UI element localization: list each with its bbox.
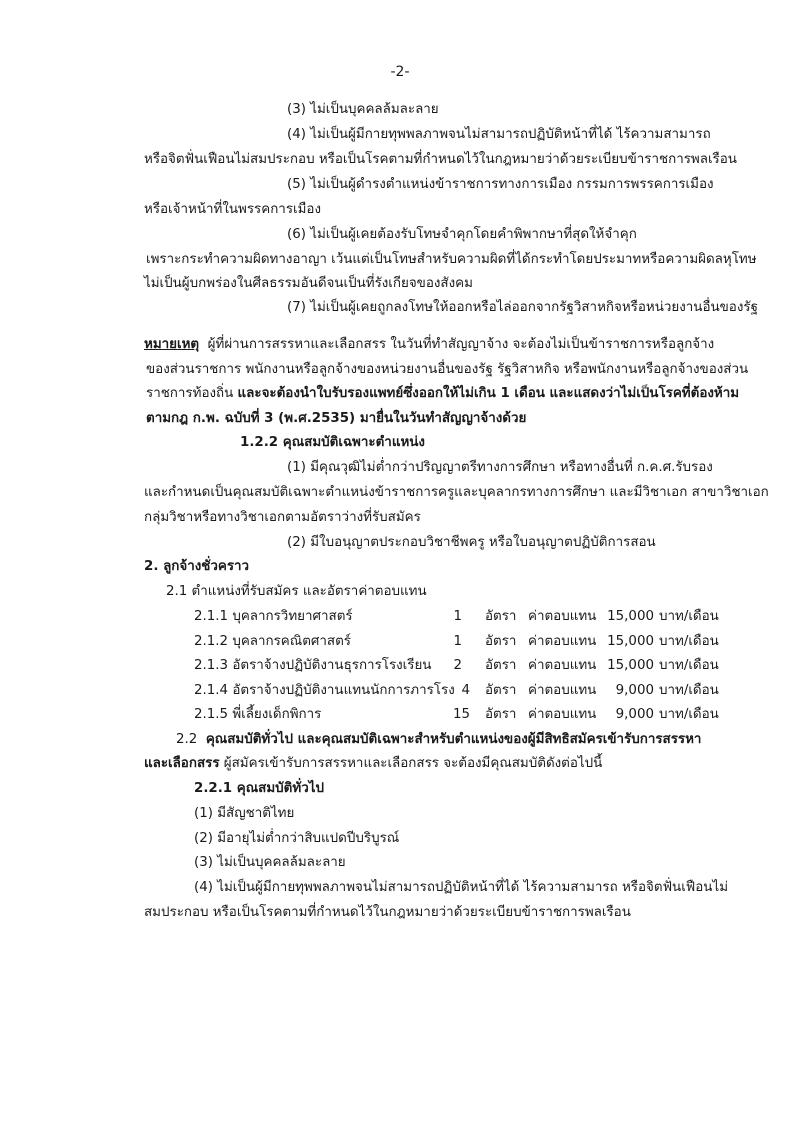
rate-amount: 15,000	[607, 633, 654, 649]
rate-position-name: 2.1.4 อัตราจ้างปฏิบัติงานแทนนักการภารโรง	[194, 682, 455, 698]
rate-compensation-label: ค่าตอบแทน	[528, 682, 597, 698]
rate-amount: 15,000	[607, 609, 654, 624]
section-2-2-line2	[144, 754, 602, 774]
general-item-1: (1) มีสัญชาติไทย	[194, 806, 295, 821]
rate-amount: 9,000	[615, 682, 654, 698]
general-item-2: (2) มีอายุไม่ต่ำกว่าสิบแปดปีบริบูรณ์	[194, 831, 400, 846]
note-text-3: ราชการท้องถิ่น	[146, 386, 238, 401]
section-2-2-title-cont: และเลือกสรร	[144, 756, 220, 771]
general-item-4-line2: สมประกอบ หรือเป็นโรคตามที่กำหนดไว้ในกฎหมายว่าด้วยระเบียบข้าราชการพลเรือน	[144, 905, 631, 920]
rate-count: 2	[453, 658, 462, 673]
rate-count: 1	[453, 633, 462, 649]
specific-item-1-line3: กลุ่มวิชาหรือทางวิชาเอกตามอัตราว่างที่รับสมัคร	[144, 510, 421, 525]
rate-unit: อัตรา	[485, 707, 517, 722]
note-label: หมายเหตุ	[144, 337, 200, 352]
note-line-3	[146, 384, 739, 404]
specific-item-2: (2) มีใบอนุญาตประกอบวิชาชีพครู หรือใบอนุญาตปฏิบัติการสอน	[287, 535, 656, 550]
rate-compensation-label: ค่าตอบแทน	[528, 609, 597, 624]
rate-unit: อัตรา	[485, 682, 517, 698]
qualification-item-4-line2: หรือจิตฟั่นเฟือนไม่สมประกอบ หรือเป็นโรคตามที่กำหนดไว้ในกฎหมายว่าด้วยระเบียบข้าราชการพลเรือน	[144, 152, 737, 167]
rate-count: 15	[452, 707, 470, 722]
section-2-2-1-heading: 2.2.1 คุณสมบัติทั่วไป	[194, 781, 324, 796]
section-2-heading: 2. ลูกจ้างชั่วคราว	[144, 559, 250, 574]
rate-count: 1	[453, 609, 462, 624]
qualification-item-5-line1: (5) ไม่เป็นผู้ดำรงตำแหน่งข้าราชการทางการเมือง กรรมการพรรคการเมือง	[287, 177, 714, 192]
rate-amount: 15,000	[607, 658, 654, 673]
rate-position-name: 2.1.1 บุคลากรวิทยาศาสตร์	[194, 609, 353, 624]
note-line-1	[144, 335, 714, 355]
rate-position-name: 2.1.5 พี่เลี้ยงเด็กพิการ	[194, 707, 322, 722]
section-2-2-text: ผู้สมัครเข้ารับการสรรหาและเลือกสรร จะต้องมีคุณสมบัติดังต่อไปนี้	[219, 756, 603, 771]
rate-compensation-label: ค่าตอบแทน	[528, 658, 597, 673]
rate-amount: 9,000	[615, 707, 654, 722]
note-text-1: ผู้ที่ผ่านการสรรหาและเลือกสรร ในวันที่ทำสัญญาจ้าง จะต้องไม่เป็นข้าราชการหรือลูกจ้าง	[207, 337, 715, 352]
rate-per-month: บาท/เดือน	[659, 609, 719, 624]
qualification-item-7: (7) ไม่เป็นผู้เคยถูกลงโทษให้ออกหรือไล่ออกจากรัฐวิสาหกิจหรือหน่วยงานอื่นของรัฐ	[287, 300, 758, 315]
note-text-3-bold: และจะต้องนำใบรับรองแพทย์ซึ่งออกให้ไม่เกิน 1 เดือน และแสดงว่าไม่เป็นโรคที่ต้องห้าม	[237, 386, 740, 401]
general-item-3: (3) ไม่เป็นบุคคลล้มละลาย	[194, 855, 346, 870]
section-2-2-line1	[176, 730, 701, 750]
qualification-item-4-line1: (4) ไม่เป็นผู้มีกายทุพพลภาพจนไม่สามารถปฏิบัติหน้าที่ได้ ไร้ความสามารถ	[287, 127, 711, 142]
specific-item-1-line2: และกำหนดเป็นคุณสมบัติเฉพาะตำแหน่งข้าราชการครูและบุคลากรทางการศึกษา และมีวิชาเอก สาขาวิชาเอก	[144, 485, 769, 500]
rate-compensation-label: ค่าตอบแทน	[528, 633, 597, 649]
section-2-2-title: คุณสมบัติทั่วไป และคุณสมบัติเฉพาะสำหรับตำแหน่งของผู้มีสิทธิสมัครเข้ารับการสรรหา	[205, 732, 702, 747]
rate-per-month: บาท/เดือน	[659, 707, 719, 722]
specific-item-1-line1: (1) มีคุณวุฒิไม่ต่ำกว่าปริญญาตรีทางการศึกษา หรือทางอื่นที่ ก.ค.ศ.รับรอง	[287, 460, 713, 475]
rate-compensation-label: ค่าตอบแทน	[528, 707, 597, 722]
qualification-item-6-line3: ไม่เป็นผู้บกพร่องในศีลธรรมอันดีจนเป็นที่รังเกียจของสังคม	[144, 276, 473, 291]
rate-per-month: บาท/เดือน	[659, 658, 719, 673]
section-2-1-heading: 2.1 ตำแหน่งที่รับสมัคร และอัตราค่าตอบแทน	[166, 584, 427, 599]
qualification-item-5-line2: หรือเจ้าหน้าที่ในพรรคการเมือง	[144, 202, 321, 217]
rate-count: 4	[461, 682, 470, 698]
note-line-4: ตามกฎ ก.พ. ฉบับที่ 3 (พ.ศ.2535) มายื่นในวันทำสัญญาจ้างด้วย	[146, 411, 527, 426]
rate-unit: อัตรา	[485, 633, 517, 649]
rate-per-month: บาท/เดือน	[659, 682, 719, 698]
qualification-item-3: (3) ไม่เป็นบุคคลล้มละลาย	[287, 102, 439, 117]
rate-unit: อัตรา	[485, 658, 517, 673]
page-number: -2-	[390, 64, 410, 80]
rate-position-name: 2.1.3 อัตราจ้างปฏิบัติงานธุรการโรงเรียน	[194, 658, 432, 673]
qualification-item-6-line1: (6) ไม่เป็นผู้เคยต้องรับโทษจำคุกโดยคำพิพากษาที่สุดให้จำคุก	[287, 227, 637, 242]
rate-unit: อัตรา	[485, 609, 517, 624]
rate-position-name: 2.1.2 บุคลากรคณิตศาสตร์	[194, 633, 351, 649]
section-2-2-number: 2.2	[176, 732, 198, 747]
rate-per-month: บาท/เดือน	[659, 633, 719, 649]
general-item-4-line1: (4) ไม่เป็นผู้มีกายทุพพลภาพจนไม่สามารถปฏิบัติหน้าที่ได้ ไร้ความสามารถ หรือจิตฟั่นเฟือนไม่	[194, 880, 729, 895]
note-line-2: ของส่วนราชการ พนักงานหรือลูกจ้างของหน่วยงานอื่นของรัฐ รัฐวิสาหกิจ หรือพนักงานหรือลูกจ้างของส่วน	[146, 362, 749, 377]
section-1-2-2-heading: 1.2.2 คุณสมบัติเฉพาะตำแหน่ง	[240, 435, 425, 450]
qualification-item-6-line2: เพราะกระทำความผิดทางอาญา เว้นแต่เป็นโทษสำหรับความผิดที่ได้กระทำโดยประมาทหรือความผิดลหุโทษ	[146, 252, 757, 267]
